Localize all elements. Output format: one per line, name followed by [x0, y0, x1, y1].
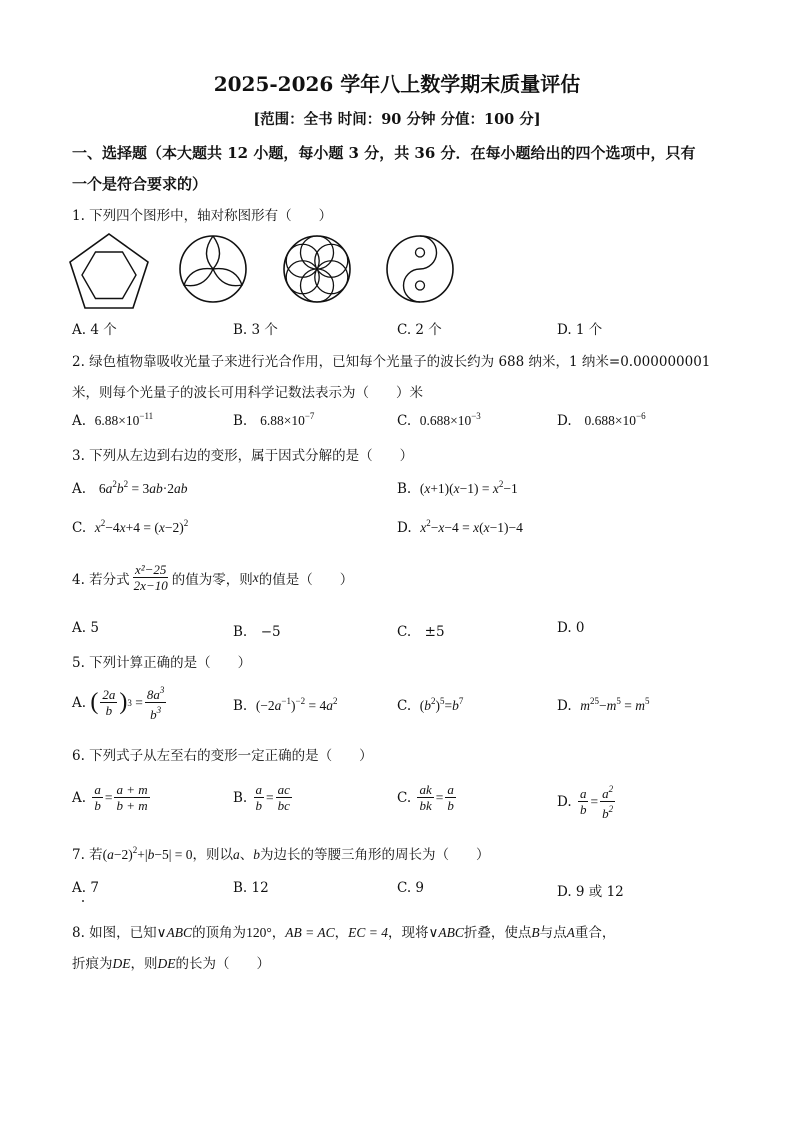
question-5-option-c[interactable]: C. $(b^2)^5=b^7$ [397, 696, 464, 714]
question-4-option-c[interactable]: C. ±5 [397, 624, 445, 640]
question-5-option-a[interactable]: A. ( $\frac{2a}{b}$ ) 3 = $\frac{8a^3}{b^3}$ [72, 685, 165, 722]
section-heading-line1: 一、选择题（本大题共 12 小题，每小题 3 分，共 36 分．在每小题给出的四个选项中，只有 [72, 144, 696, 162]
question-7-option-b[interactable]: B. 12 [233, 880, 269, 896]
three-leaf-circle-icon [178, 234, 248, 304]
question-3-stem: 3. 下列从左边到右边的变形，属于因式分解的是（ ） [72, 448, 414, 464]
question-2-stem-line1: 2. 绿色植物靠吸收光量子来进行光合作用，已知每个光量子的波长约为 688 纳米，1 纳米=0.000000001 [72, 354, 711, 370]
page-subtitle: [范围：全书 时间：90 分钟 分值：100 分] [253, 111, 541, 128]
question-2-option-d[interactable]: D. $0.688\times 10^{-6}$ [557, 411, 646, 429]
question-8-stem-line2: 折痕为DE，则DE的长为（ ） [72, 956, 270, 972]
question-8-stem-line1: 8. 如图，已知∨ABC的顶角为120°，AB = AC，EC = 4，现将∨ABC折叠，使点B与点A重合， [72, 925, 616, 941]
question-2-stem-line2: 米，则每个光量子的波长可用科学记数法表示为（ ）米 [72, 385, 423, 401]
question-1-option-b[interactable]: B. 3 个 [233, 322, 278, 338]
six-petal-flower-icon [282, 234, 352, 304]
question-6-option-a[interactable]: A. $\frac{a}{b}$ = $\frac{a + m}{b + m}$ [72, 782, 148, 813]
question-1-option-c[interactable]: C. 2 个 [397, 322, 442, 338]
question-7-option-c[interactable]: C. 9 [397, 880, 425, 896]
question-5-option-d[interactable]: D. $m^{25}-m^5 = m^5$ [557, 696, 650, 714]
question-3-option-a[interactable]: A. $6a^2b^2 = 3ab\cdot 2ab$ [72, 479, 188, 497]
question-3-option-b[interactable]: B. $(x+1)(x-1) = x^2-1$ [397, 479, 518, 497]
question-6-stem: 6. 下列式子从左至右的变形一定正确的是（ ） [72, 748, 373, 764]
question-6-option-c[interactable]: C. $\frac{ak}{bk}$ = $\frac{a}{b}$ [397, 782, 454, 813]
question-2-option-c[interactable]: C. $0.688\times 10^{-3}$ [397, 411, 481, 429]
question-6-option-d[interactable]: D. $\frac{a}{b}$ = $\frac{a^2}{b^2}$ [557, 784, 614, 821]
question-7-option-a[interactable]: A. 7 [72, 880, 99, 896]
yin-yang-icon [385, 234, 455, 304]
question-3-option-c[interactable]: C. $x^2-4x+4 = (x-2)^2$ [72, 518, 189, 536]
question-4-fraction: $\frac{\text{x²−25}}{2x-10}$ [133, 562, 168, 593]
pentagon-icon [68, 232, 150, 310]
stray-dot [82, 900, 84, 902]
question-5-stem: 5. 下列计算正确的是（ ） [72, 655, 252, 671]
question-6-option-b[interactable]: B. $\frac{a}{b}$ = $\frac{ac}{bc}$ [233, 782, 290, 813]
question-4-option-b[interactable]: B. −5 [233, 624, 281, 640]
question-1-option-d[interactable]: D. 1 个 [557, 322, 603, 338]
question-5-option-b[interactable]: B. $(-2a^{-1})^{-2} = 4a^2$ [233, 696, 338, 714]
question-3-option-d[interactable]: D. $x^2-x-4 = x(x-1)-4$ [397, 518, 523, 536]
question-2-option-b[interactable]: B. $6.88\times 10^{-7}$ [233, 411, 315, 429]
question-4-stem: 4. 若分式 $\frac{\text{x²−25}}{2x-10}$ 的值为零，则 x 的值是（ ） [72, 562, 354, 593]
page-title: 2025-2026 学年八上数学期末质量评估 [213, 72, 581, 96]
question-7-stem: 7. 若$(a-2)^2+|b-5| = 0$，则以a、b为边长的等腰三角形的周长为（ ） [72, 845, 490, 863]
question-1-stem: 1. 下列四个图形中，轴对称图形有（ ） [72, 208, 333, 224]
section-heading-line2: 一个是符合要求的） [72, 175, 208, 193]
question-7-option-d[interactable]: D. 9 或 12 [557, 884, 624, 900]
question-2-option-a[interactable]: A. $6.88\times 10^{-11}$ [72, 411, 154, 429]
question-4-option-a[interactable]: A. 5 [72, 620, 99, 636]
question-4-option-d[interactable]: D. 0 [557, 620, 585, 636]
question-1-option-a[interactable]: A. 4 个 [72, 322, 117, 338]
